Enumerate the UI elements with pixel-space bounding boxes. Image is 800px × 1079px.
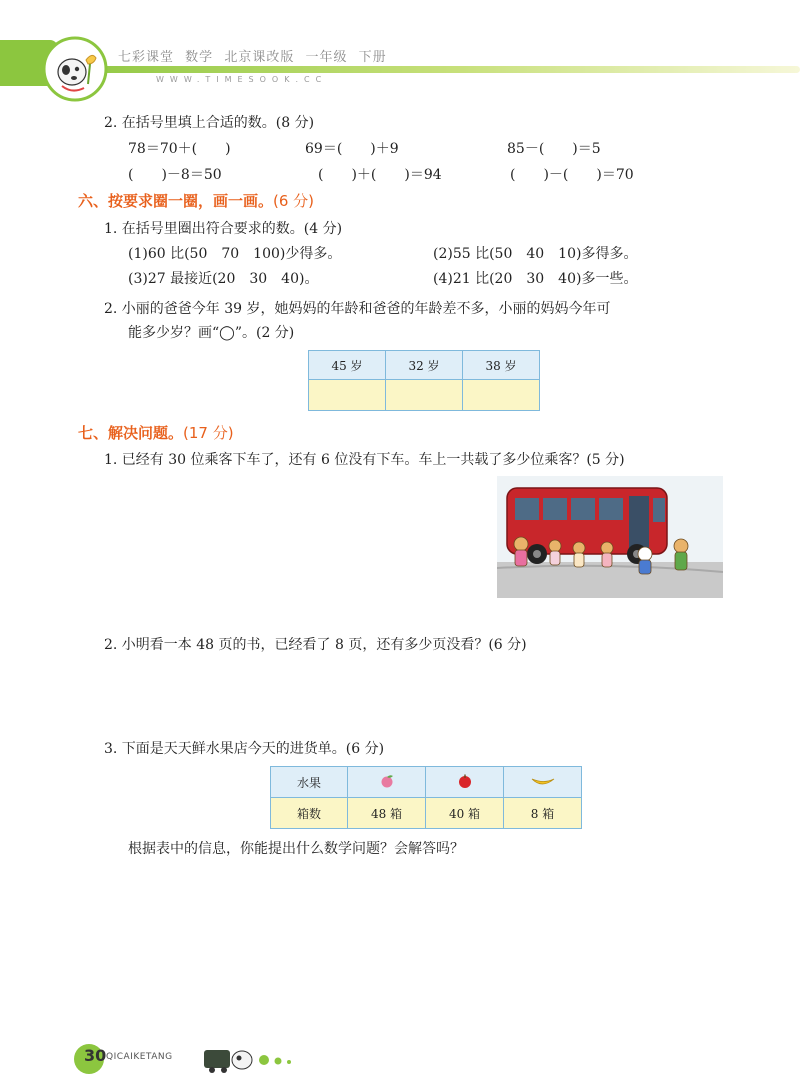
count-apple: 40 箱 [426,798,504,829]
expr-1-3: 85－( )＝5 [507,141,601,157]
s7-q2-text: 2. 小明看一本 48 页的书，已经看了 8 页，还有多少页没看？(6 分) [104,637,527,653]
expr-1-2: 69＝( )＋9 [305,141,399,157]
section-6-title [78,190,314,211]
age-answer-cell[interactable] [309,380,386,411]
fruit-header: 水果 [271,767,348,798]
peach-icon [379,773,395,789]
header-subject: 数学 [185,50,214,65]
fruit-peach [348,767,426,798]
fruit-apple [426,767,504,798]
fruit-banana [504,767,582,798]
s7-q3-prompt: 根据表中的信息，你能提出什么数学问题？会解答吗？ [128,841,464,857]
s6-q2-line2: 能多少岁？画“◯”。(2 分) [128,325,295,341]
footer-brand: QICAIKETANG [106,1052,173,1062]
s7-q1-text: 1. 已经有 30 位乘客下车了，还有 6 位没有下车。车上一共载了多少位乘客？(5 分) [104,452,625,468]
count-banana: 8 箱 [504,798,582,829]
section-7-heading: 七、解决问题。 [78,424,184,442]
footer-mascot-icon [202,1040,302,1074]
section-7-points: (17 分) [183,424,234,442]
age-option-45: 45 岁 [309,351,386,380]
page-number: 30 [84,1046,107,1065]
section-6-points: (6 分) [273,192,315,210]
s6-q2-line1: 2. 小丽的爸爸今年 39 岁，她妈妈的年龄和爸爸的年龄差不多，小丽的妈妈今年可 [104,301,611,317]
apple-icon [457,773,473,789]
s7-q3-text: 3. 下面是天天鲜水果店今天的进货单。(6 分) [104,741,385,757]
header-bar [36,66,800,73]
fruit-table [270,766,582,829]
section-7-title [78,422,234,443]
s6-q1-b: (2)55 比(50 40 10)多得多。 [433,246,638,262]
expr-2-3: ( )－( )＝70 [510,167,634,183]
mascot-logo-icon [42,36,108,102]
expr-2-1: ( )－8＝50 [128,167,222,183]
s6-q1-d: (4)21 比(20 30 40)多一些。 [433,271,638,287]
s6-q1-c: (3)27 最接近(20 30 40)。 [128,271,319,287]
bus-illustration-icon [497,476,723,598]
age-option-38: 38 岁 [463,351,540,380]
age-answer-cell[interactable] [386,380,463,411]
banana-icon [530,773,556,789]
count-header: 箱数 [271,798,348,829]
s6-q1-a: (1)60 比(50 70 100)少得多。 [128,246,342,262]
header-grade: 一年级 [305,50,348,65]
age-option-32: 32 岁 [386,351,463,380]
header-series: 七彩课堂 [118,50,175,65]
expr-1-1: 78＝70＋( ) [128,141,231,157]
count-peach: 48 箱 [348,798,426,829]
age-answer-cell[interactable] [463,380,540,411]
s6-q1-text: 1. 在括号里圈出符合要求的数。(4 分) [104,221,343,237]
age-table [308,350,540,411]
header-url: WWW.TIMESOOK.CC [156,75,328,84]
q5-2-text: 2. 在括号里填上合适的数。(8 分) [104,115,315,131]
header-edition: 北京课改版 [224,50,295,65]
section-6-heading: 六、按要求圈一圈，画一画。 [78,192,274,210]
expr-2-2: ( )＋( )＝94 [318,167,442,183]
header-title [118,46,393,65]
header-volume: 下册 [358,50,387,65]
